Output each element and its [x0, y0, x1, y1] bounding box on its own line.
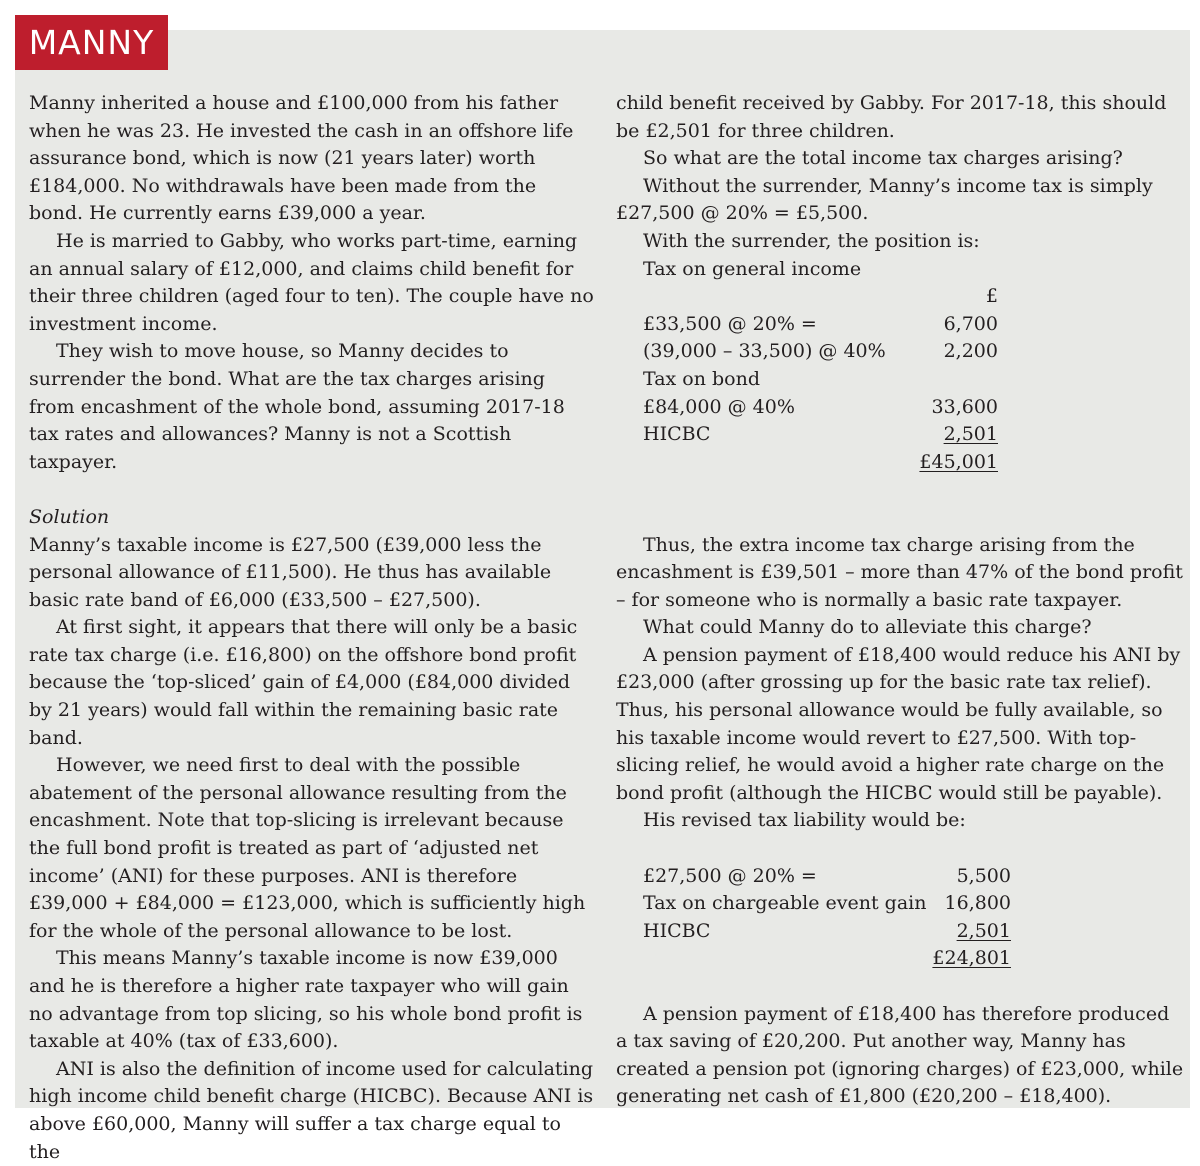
- paragraph: A pension payment of £18,400 has therefore produced a tax saving of £20,200. Put another way, Manny has created a pension pot (ignoring charges) of £23,000, while generating net cash of £1,800 (£20,200 – £18,400).: [616, 1002, 1184, 1108]
- currency-symbol: £: [985, 285, 998, 308]
- paragraph: Thus, the extra income tax charge arising from the encashment is £39,501 – more than 47% of the bond profit – for someone who is normally a basic rate taxpayer.: [616, 533, 1183, 611]
- table-total-row: [643, 945, 1011, 973]
- total-value: £45,001: [919, 450, 998, 473]
- right-column: [616, 90, 1186, 1111]
- table-row: £84,000 @ 40% 33,600: [643, 395, 998, 418]
- intro-paragraph: Manny inherited a house and £100,000 from his father when he was 23. He invested the cash in an offshore life assurance bond, which is now (21 years later) worth £184,000. No withdrawals have been made from the bond. He currently earns £39,000 a year.: [29, 92, 574, 225]
- revised-tax-table: [643, 863, 1011, 973]
- paragraph: ANI is also the definition of income used for calculating high income child benefit charge (HICBC). Because ANI is above £60,000, Manny will suffer a tax charge equal to the: [29, 1057, 594, 1163]
- table-total-row: [643, 449, 998, 477]
- paragraph: At first sight, it appears that there will only be a basic rate tax charge (i.e. £16,800) on the offshore bond profit because the ‘top-sliced’ gain of £4,000 (£84,000 divided by 21 years) would fall within the remaining basic rate band.: [29, 616, 578, 749]
- paragraph: His revised tax liability would be:: [643, 809, 966, 832]
- paragraph: A pension payment of £18,400 would reduce his ANI by £23,000 (after grossing up for the basic rate tax relief). Thus, his personal allowance would be fully available, so his taxable income would revert to £27,500. With top-slicing relief, he would avoid a higher rate charge on the bond profit (although the HICBC would still be payable).: [616, 643, 1181, 804]
- paragraph: Without the surrender, Manny’s income tax is simply £27,500 @ 20% = £5,500.: [616, 174, 1153, 225]
- table-row: £27,500 @ 20% = 5,500: [643, 864, 1011, 887]
- paragraph: With the surrender, the position is:: [643, 229, 980, 252]
- table-row: HICBC 2,501: [643, 423, 998, 446]
- table-row: Tax on chargeable event gain 16,800: [643, 892, 1011, 915]
- left-column: [29, 90, 595, 1166]
- paragraph: They wish to move house, so Manny decides to surrender the bond. What are the tax charges arising from encashment of the whole bond, assuming 2017-18 tax rates and allowances? Manny is not a Scottish taxpayer.: [29, 340, 565, 473]
- paragraph: child benefit received by Gabby. For 2017-18, this should be £2,501 for three children.: [616, 92, 1167, 142]
- table-row: Tax on bond: [643, 367, 760, 390]
- paragraph: Manny’s taxable income is £27,500 (£39,000 less the personal allowance of £11,500). He thus has available basic rate band of £6,000 (£33,500 – £27,500).: [29, 533, 552, 611]
- table-heading: Tax on general income: [643, 257, 862, 280]
- paragraph: However, we need first to deal with the possible abatement of the personal allowance resulting from the encashment. Note that top-slicing is irrelevant because the full bond profit is treated as part of ‘adjusted net income’ (ANI) for these purposes. ANI is therefore £39,000 + £84,000 = £123,000, which is sufficiently high for the whole of the personal allowance to be lost.: [29, 754, 586, 942]
- table-row: £33,500 @ 20% = 6,700: [643, 312, 998, 335]
- table-row: (39,000 – 33,500) @ 40% 2,200: [643, 340, 998, 363]
- section-title-badge: MANNY: [15, 15, 168, 70]
- table-row: HICBC 2,501: [643, 919, 1011, 942]
- solution-heading: Solution: [29, 505, 110, 528]
- paragraph: This means Manny’s taxable income is now £39,000 and he is therefore a higher rate taxpayer who will gain no advantage from top slicing, so his whole bond profit is taxable at 40% (tax of £33,600).: [29, 947, 583, 1053]
- paragraph: What could Manny do to alleviate this charge?: [643, 616, 1092, 639]
- paragraph: He is married to Gabby, who works part-time, earning an annual salary of £12,000, and claims child benefit for their three children (aged four to ten). The couple have no investment income.: [29, 229, 594, 335]
- paragraph: So what are the total income tax charges arising?: [643, 147, 1123, 170]
- tax-table-with-surrender: [643, 256, 998, 477]
- total-value: £24,801: [932, 947, 1011, 970]
